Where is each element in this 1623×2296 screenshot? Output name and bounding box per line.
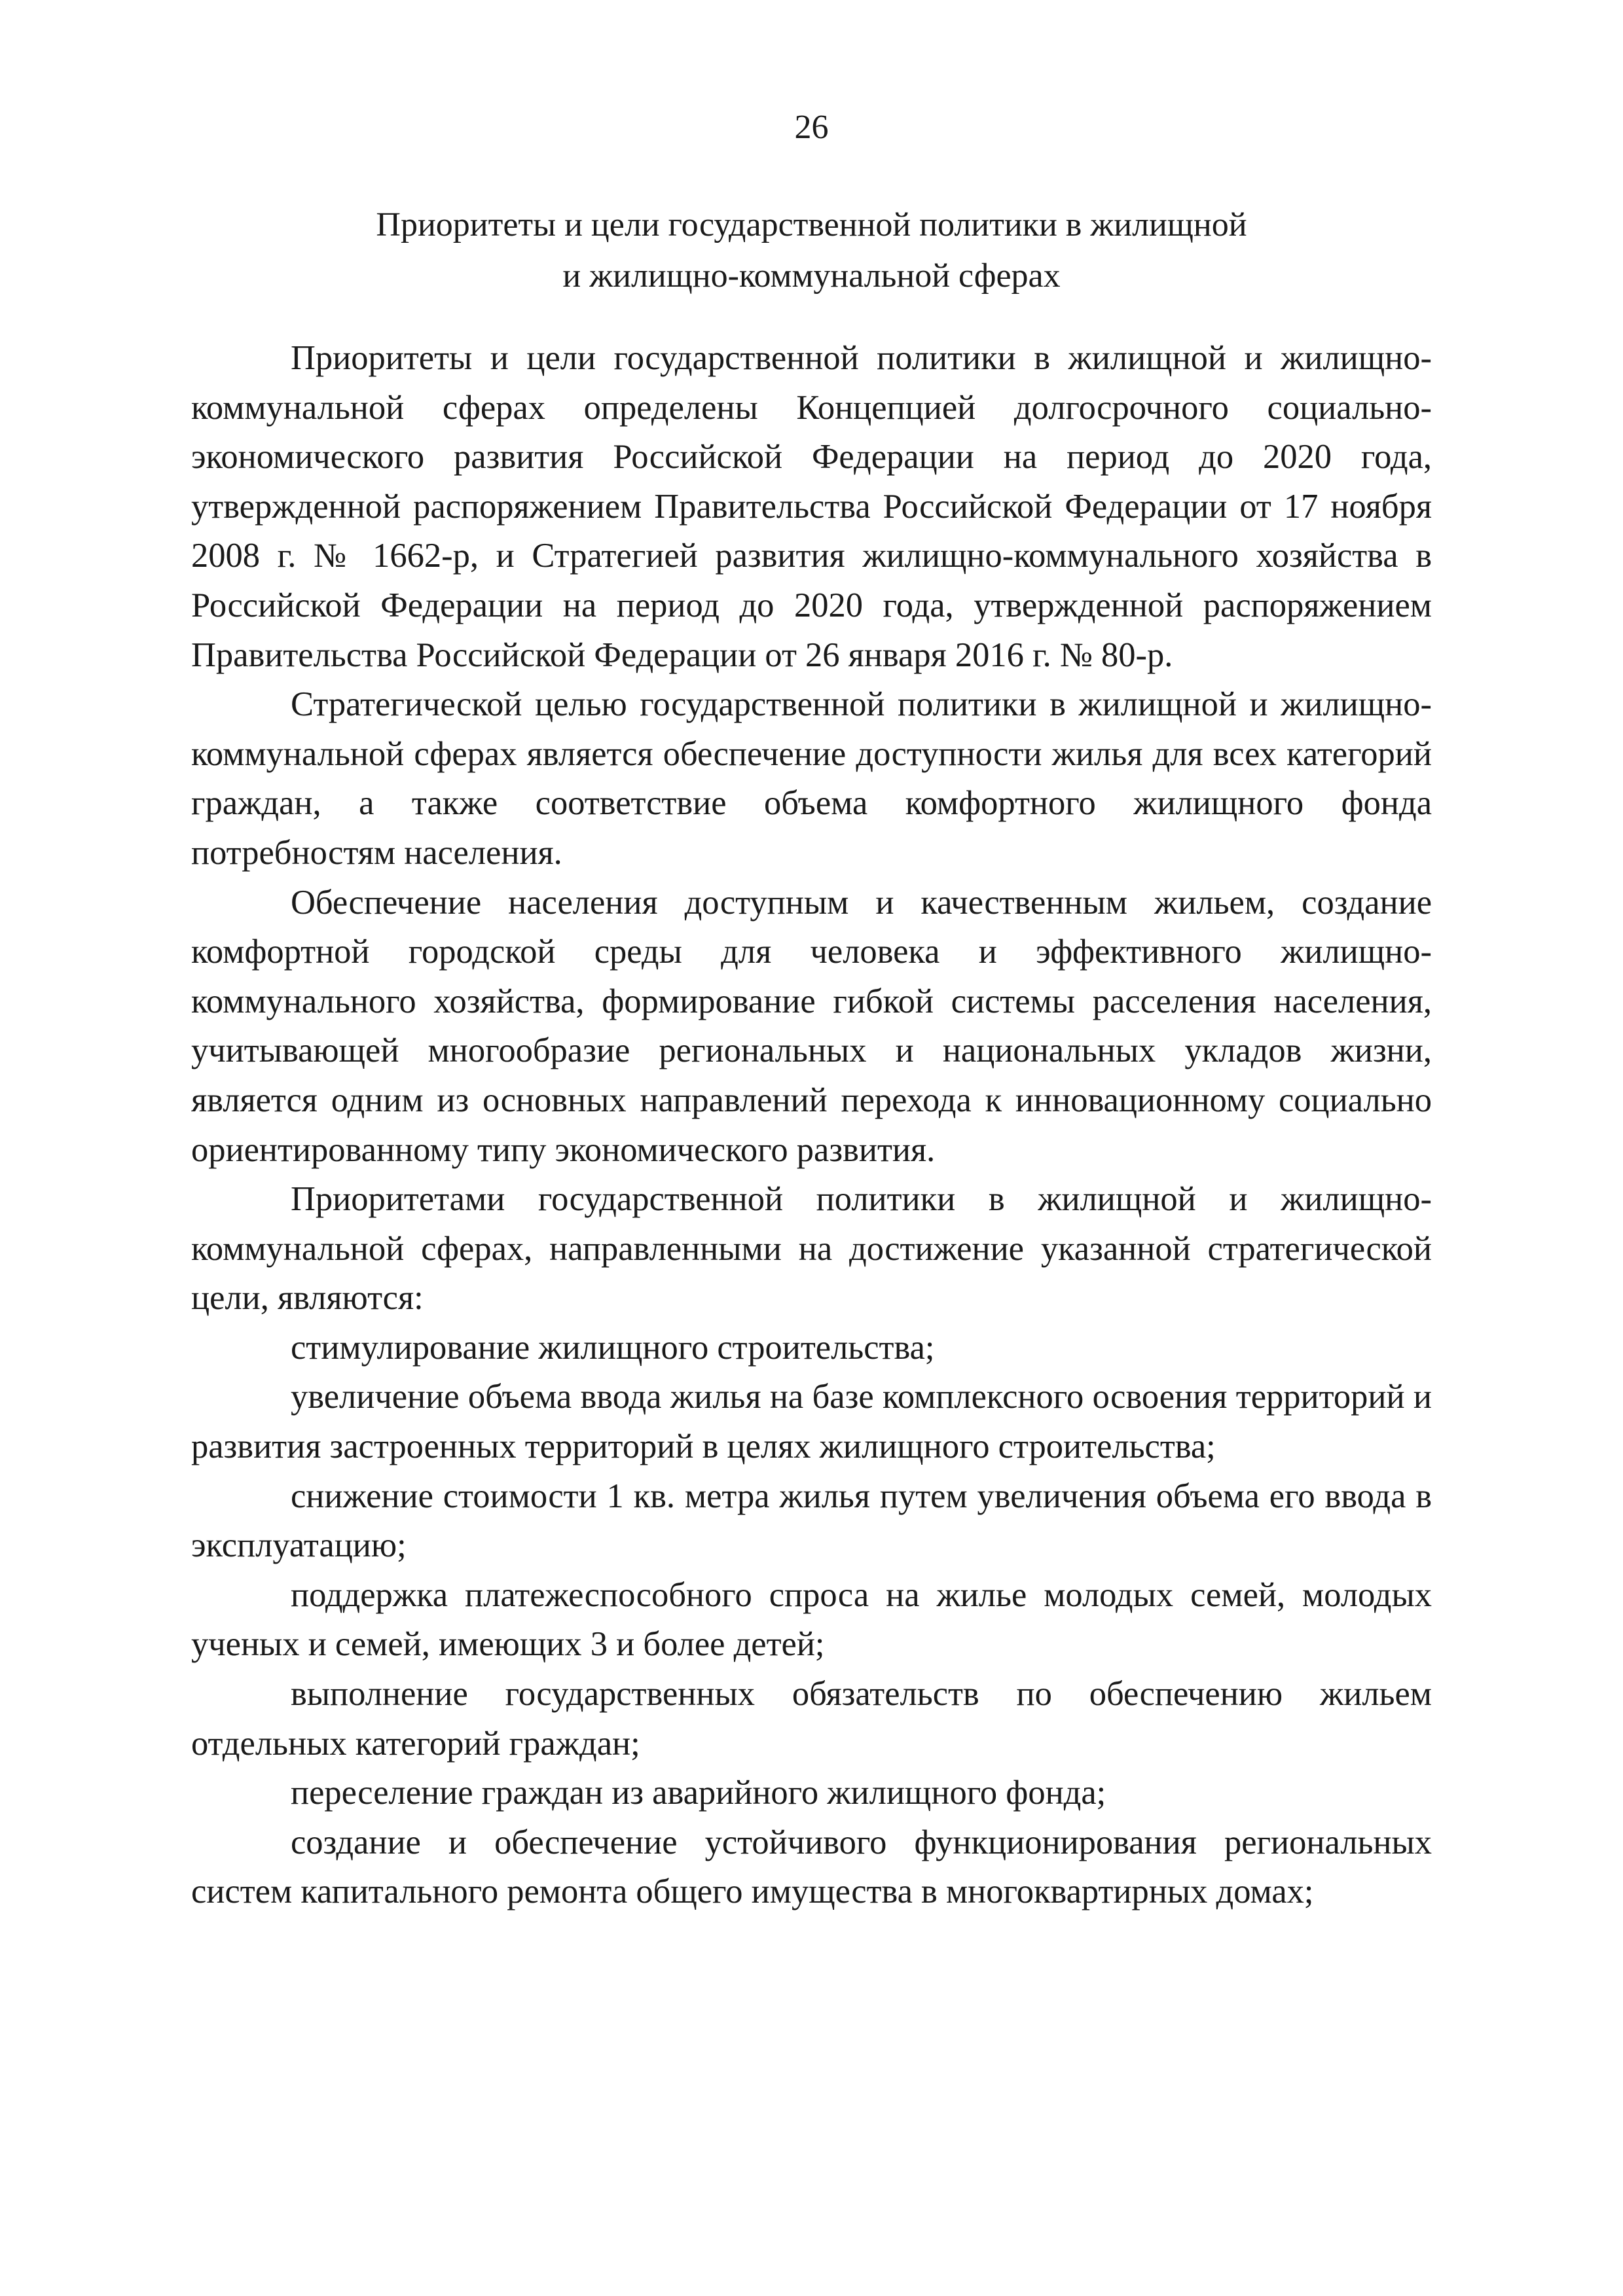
- body-text: [191, 334, 1432, 1917]
- heading-line-2: и жилищно-коммунальной сферах: [562, 257, 1061, 295]
- list-item-demand-support: поддержка платежеспособного спроса на жилье молодых семей, молодых ученых и семей, имеющих 3 и более детей;: [191, 1575, 1432, 1664]
- paragraph-housing-provision: Обеспечение населения доступным и качественным жильем, создание комфортной городской среды для человека и эффективного жилищно-коммунального хозяйства, формирование гибкой системы расселения населения, учитывающей многообразие региональных и национальных укладов жизни, является одним из основных направлений перехода к инновационному социально ориентированному типу экономического развития.: [191, 883, 1432, 1169]
- paragraph-strategic-goal: Стратегической целью государственной политики в жилищной и жилищно-коммунальной сферах является обеспечение доступности жилья для всех категорий граждан, а также соответствие объема комфортного жилищного фонда потребностям населения.: [191, 685, 1432, 872]
- section-heading: [191, 200, 1432, 302]
- list-item-state-obligations: выполнение государственных обязательств по обеспечению жильем отдельных категорий граждан;: [191, 1675, 1432, 1763]
- page-number: 26: [794, 109, 829, 146]
- paragraph-concept-strategy: Приоритеты и цели государственной политики в жилищной и жилищно-коммунальной сферах определены Концепцией долгосрочного социально-экономического развития Российской Федерации на период до 2020 года, утвержденной распоряжением Правительства Российской Федерации от 17 ноября 2008 г. № 1662-р, и Стратегией развития жилищно-коммунального хозяйства в Российской Федерации на период до 2020 года, утвержденной распоряжением Правительства Российской Федерации от 26 января 2016 г. № 80-р.: [191, 339, 1432, 674]
- list-item-cost-reduction: снижение стоимости 1 кв. метра жилья путем увеличения объема его ввода в эксплуатацию;: [191, 1477, 1432, 1565]
- list-item-housing-volume: увеличение объема ввода жилья на базе комплексного освоения территорий и развития застроенных территорий в целях жилищного строительства;: [191, 1378, 1432, 1466]
- heading-line-1: Приоритеты и цели государственной политики в жилищной: [376, 206, 1247, 243]
- list-item-stimulation: стимулирование жилищного строительства;: [291, 1328, 935, 1367]
- list-item-capital-repair: создание и обеспечение устойчивого функционирования региональных систем капитального ремонта общего имущества в многоквартирных домах;: [191, 1823, 1432, 1911]
- list-item-resettlement: переселение граждан из аварийного жилищного фонда;: [291, 1774, 1106, 1812]
- paragraph-priorities-intro: Приоритетами государственной политики в жилищной и жилищно-коммунальной сферах, направленными на достижение указанной стратегической цели, являются:: [191, 1180, 1432, 1318]
